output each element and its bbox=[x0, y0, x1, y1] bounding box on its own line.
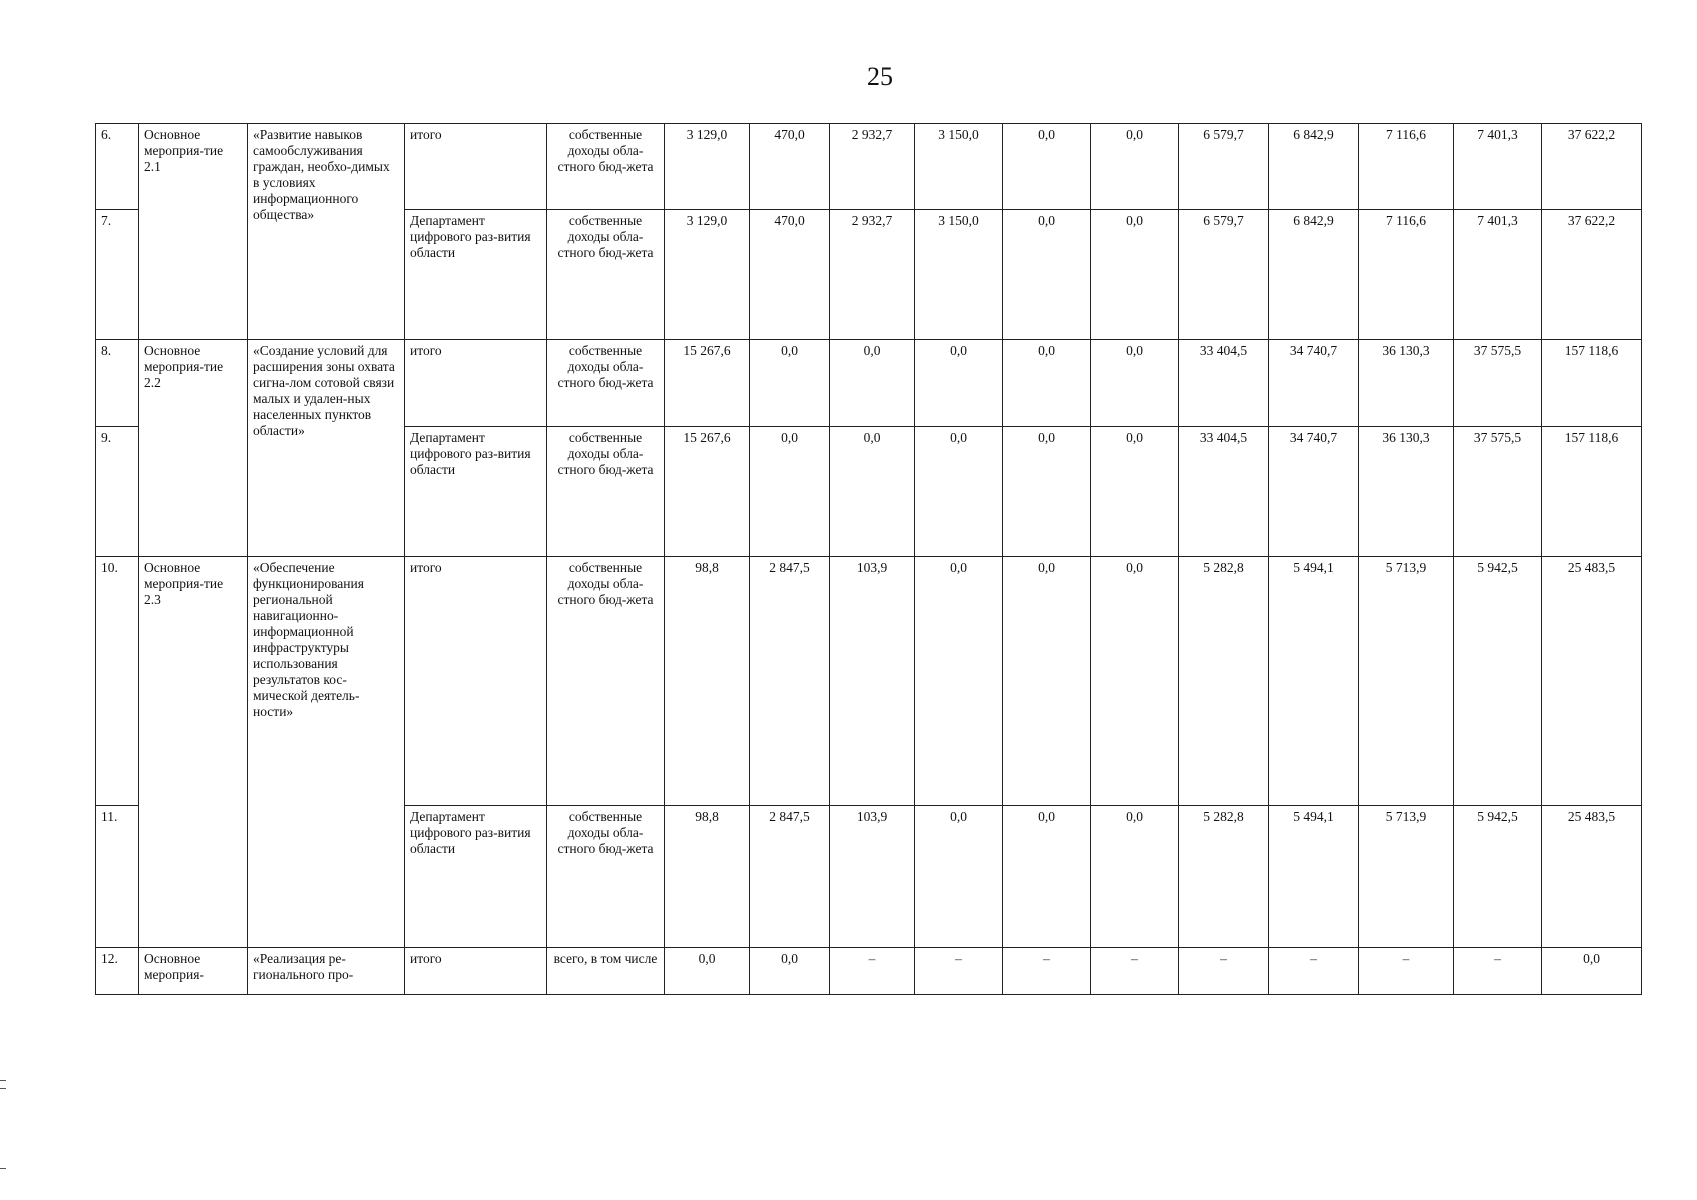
value-cell: 0,0 bbox=[830, 427, 915, 557]
value-cell: 0,0 bbox=[830, 340, 915, 427]
value-cell: 5 494,1 bbox=[1269, 557, 1359, 806]
value-cell: 0,0 bbox=[915, 806, 1003, 948]
value-cell: 5 282,8 bbox=[1179, 557, 1269, 806]
executor-cell: итого bbox=[405, 557, 547, 806]
value-cell: 3 150,0 bbox=[915, 210, 1003, 340]
table-row bbox=[96, 557, 1642, 806]
value-cell: 0,0 bbox=[1091, 124, 1179, 210]
value-cell: 6 842,9 bbox=[1269, 210, 1359, 340]
value-cell: 5 713,9 bbox=[1359, 806, 1454, 948]
value-cell: 36 130,3 bbox=[1359, 340, 1454, 427]
value-cell: 5 942,5 bbox=[1454, 806, 1542, 948]
row-number: 8. bbox=[96, 340, 139, 427]
value-cell: 0,0 bbox=[1003, 427, 1091, 557]
budget-table bbox=[95, 123, 1642, 995]
value-cell: 36 130,3 bbox=[1359, 427, 1454, 557]
value-cell: 37 622,2 bbox=[1542, 210, 1642, 340]
value-cell: 7 116,6 bbox=[1359, 124, 1454, 210]
value-cell: – bbox=[1269, 948, 1359, 995]
value-cell: 6 579,7 bbox=[1179, 210, 1269, 340]
executor-cell: Департамент цифрового раз-вития области bbox=[405, 427, 547, 557]
value-cell: 34 740,7 bbox=[1269, 427, 1359, 557]
value-cell: 7 116,6 bbox=[1359, 210, 1454, 340]
value-cell: 15 267,6 bbox=[665, 340, 750, 427]
event-cell: Основное мероприя- bbox=[139, 948, 248, 995]
margin-mark bbox=[0, 1168, 6, 1169]
table-body bbox=[96, 124, 1642, 995]
value-cell: 6 842,9 bbox=[1269, 124, 1359, 210]
row-number: 6. bbox=[96, 124, 139, 210]
executor-cell: итого bbox=[405, 124, 547, 210]
value-cell: 103,9 bbox=[830, 557, 915, 806]
event-name-cell: «Реализация ре-гионального про- bbox=[248, 948, 405, 995]
value-cell: 98,8 bbox=[665, 557, 750, 806]
table-row bbox=[96, 124, 1642, 210]
value-cell: 0,0 bbox=[1091, 340, 1179, 427]
value-cell: 0,0 bbox=[750, 427, 830, 557]
value-cell: 470,0 bbox=[750, 210, 830, 340]
value-cell: 2 932,7 bbox=[830, 124, 915, 210]
value-cell: – bbox=[1454, 948, 1542, 995]
executor-cell: Департамент цифрового раз-вития области bbox=[405, 806, 547, 948]
funding-source-cell: собственные доходы обла-стного бюд-жета bbox=[547, 124, 665, 210]
value-cell: 0,0 bbox=[915, 340, 1003, 427]
event-name-cell: «Создание условий для расширения зоны охвата сигна-лом сотовой связи малых и удален-ных населенных пунктов области» bbox=[248, 340, 405, 557]
value-cell: 0,0 bbox=[1003, 340, 1091, 427]
event-cell: Основное мероприя-тие 2.2 bbox=[139, 340, 248, 557]
value-cell: 3 129,0 bbox=[665, 210, 750, 340]
row-number: 11. bbox=[96, 806, 139, 948]
value-cell: 7 401,3 bbox=[1454, 124, 1542, 210]
value-cell: 2 847,5 bbox=[750, 806, 830, 948]
value-cell: 25 483,5 bbox=[1542, 806, 1642, 948]
funding-source-cell: собственные доходы обла-стного бюд-жета bbox=[547, 427, 665, 557]
value-cell: 0,0 bbox=[1003, 557, 1091, 806]
row-number: 10. bbox=[96, 557, 139, 806]
value-cell: 0,0 bbox=[1091, 806, 1179, 948]
value-cell: 37 575,5 bbox=[1454, 340, 1542, 427]
value-cell: 103,9 bbox=[830, 806, 915, 948]
value-cell: 157 118,6 bbox=[1542, 340, 1642, 427]
value-cell: 0,0 bbox=[1003, 210, 1091, 340]
value-cell: 5 494,1 bbox=[1269, 806, 1359, 948]
value-cell: 0,0 bbox=[1091, 557, 1179, 806]
event-name-cell: «Обеспечение функционирования региональной навигационно-информационной инфраструктуры использования результатов кос-мической деятель-ности» bbox=[248, 557, 405, 948]
funding-source-cell: собственные доходы обла-стного бюд-жета bbox=[547, 340, 665, 427]
value-cell: 7 401,3 bbox=[1454, 210, 1542, 340]
value-cell: 0,0 bbox=[915, 427, 1003, 557]
value-cell: 0,0 bbox=[750, 948, 830, 995]
value-cell: 5 282,8 bbox=[1179, 806, 1269, 948]
value-cell: 37 575,5 bbox=[1454, 427, 1542, 557]
value-cell: 2 847,5 bbox=[750, 557, 830, 806]
margin-mark bbox=[0, 1088, 6, 1089]
row-number: 9. bbox=[96, 427, 139, 557]
value-cell: – bbox=[830, 948, 915, 995]
funding-source-cell: собственные доходы обла-стного бюд-жета bbox=[547, 806, 665, 948]
event-name-cell: «Развитие навыков самообслуживания граждан, необхо-димых в условиях информационного общества» bbox=[248, 124, 405, 340]
funding-source-cell: собственные доходы обла-стного бюд-жета bbox=[547, 210, 665, 340]
value-cell: 98,8 bbox=[665, 806, 750, 948]
value-cell: – bbox=[1359, 948, 1454, 995]
value-cell: 33 404,5 bbox=[1179, 340, 1269, 427]
value-cell: 3 150,0 bbox=[915, 124, 1003, 210]
value-cell: 0,0 bbox=[1003, 806, 1091, 948]
value-cell: 3 129,0 bbox=[665, 124, 750, 210]
event-cell: Основное мероприя-тие 2.3 bbox=[139, 557, 248, 948]
executor-cell: Департамент цифрового раз-вития области bbox=[405, 210, 547, 340]
value-cell: 0,0 bbox=[1003, 124, 1091, 210]
value-cell: – bbox=[1003, 948, 1091, 995]
row-number: 12. bbox=[96, 948, 139, 995]
value-cell: 0,0 bbox=[915, 557, 1003, 806]
value-cell: 37 622,2 bbox=[1542, 124, 1642, 210]
value-cell: – bbox=[1179, 948, 1269, 995]
value-cell: 0,0 bbox=[1542, 948, 1642, 995]
value-cell: 0,0 bbox=[665, 948, 750, 995]
executor-cell: итого bbox=[405, 948, 547, 995]
table-row bbox=[96, 948, 1642, 995]
value-cell: 33 404,5 bbox=[1179, 427, 1269, 557]
funding-source-cell: собственные доходы обла-стного бюд-жета bbox=[547, 557, 665, 806]
value-cell: 0,0 bbox=[1091, 210, 1179, 340]
value-cell: 2 932,7 bbox=[830, 210, 915, 340]
value-cell: 34 740,7 bbox=[1269, 340, 1359, 427]
value-cell: 5 942,5 bbox=[1454, 557, 1542, 806]
value-cell: 25 483,5 bbox=[1542, 557, 1642, 806]
value-cell: 157 118,6 bbox=[1542, 427, 1642, 557]
value-cell: 470,0 bbox=[750, 124, 830, 210]
value-cell: 0,0 bbox=[750, 340, 830, 427]
value-cell: – bbox=[1091, 948, 1179, 995]
page-number: 25 bbox=[867, 62, 893, 91]
table-row bbox=[96, 340, 1642, 427]
value-cell: 0,0 bbox=[1091, 427, 1179, 557]
value-cell: 15 267,6 bbox=[665, 427, 750, 557]
value-cell: – bbox=[915, 948, 1003, 995]
margin-mark bbox=[0, 1080, 6, 1081]
executor-cell: итого bbox=[405, 340, 547, 427]
funding-source-cell: всего, в том числе bbox=[547, 948, 665, 995]
event-cell: Основное мероприя-тие 2.1 bbox=[139, 124, 248, 340]
value-cell: 6 579,7 bbox=[1179, 124, 1269, 210]
row-number: 7. bbox=[96, 210, 139, 340]
value-cell: 5 713,9 bbox=[1359, 557, 1454, 806]
